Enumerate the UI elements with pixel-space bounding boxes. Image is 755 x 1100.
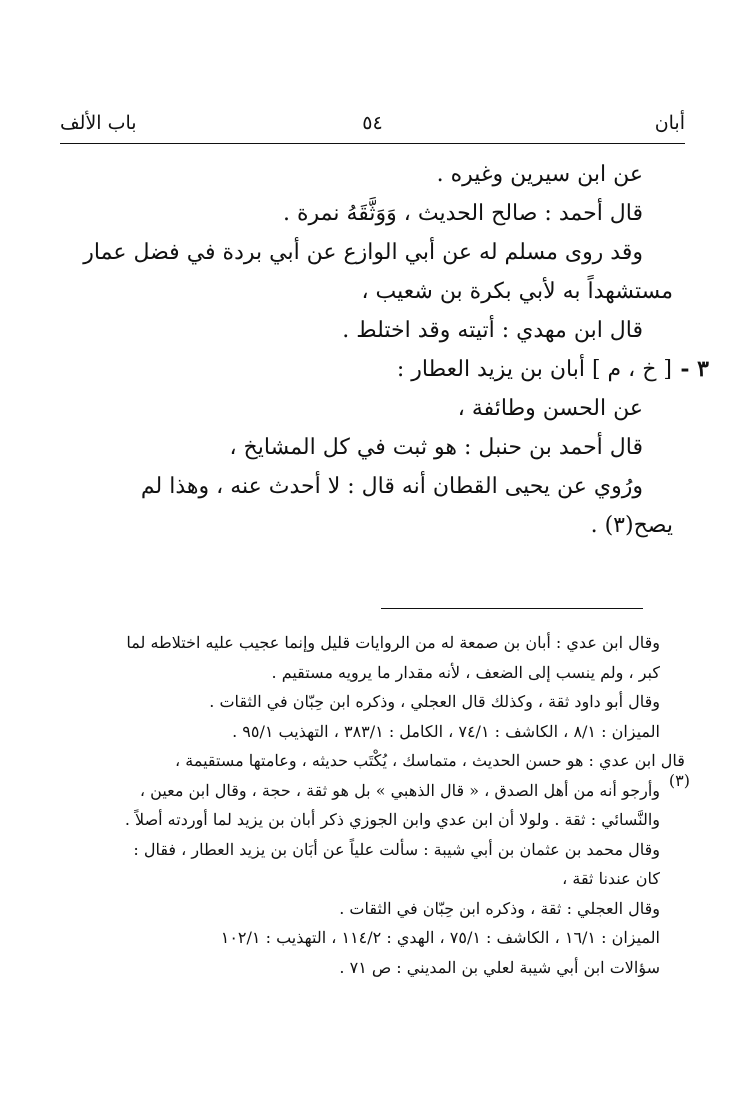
entry-line: يصح(٣) . bbox=[590, 513, 673, 538]
running-head bbox=[60, 112, 685, 142]
footnote-line: وقال ابن عدي : أبان بن صمعة له من الروايات قليل وإنما عجيب عليه اختلاطه لما bbox=[126, 633, 660, 652]
footnote-line: وقال محمد بن عثمان بن أبي شيبة : سألت علياً عن أبَان بن يزيد العطار ، فقال : bbox=[133, 839, 660, 859]
entry-line: عن الحسن وطائفة ، bbox=[457, 396, 643, 421]
footnote-line: وأرجو أنه من أهل الصدق ، « قال الذهبي » بل هو ثقة ، حجة ، وقال ابن معين ، bbox=[139, 780, 660, 800]
page-number: ٥٤ bbox=[362, 112, 383, 134]
footnote-marker-text: (٣) bbox=[668, 771, 690, 790]
footnote-line: كان عندنا ثقة ، bbox=[562, 869, 660, 888]
main-text bbox=[75, 155, 709, 545]
footnote-line: وقال أبو داود ثقة ، وكذلك قال العجلي ، وذكره ابن حِبّان في الثقات . bbox=[209, 692, 660, 711]
header-rule bbox=[60, 143, 685, 144]
main-line: قال ابن مهدي : أتيته وقد اختلط . bbox=[342, 318, 643, 343]
footnote-line: الميزان : ١٦/١ ، الكاشف : ٧٥/١ ، الهدي : ١١٤/٢ ، التهذيب : ١٠٢/١ bbox=[220, 928, 660, 947]
entry-number: ٣ - bbox=[680, 356, 709, 382]
entry-line: قال أحمد بن حنبل : هو ثبت في كل المشايخ ، bbox=[229, 435, 643, 460]
main-line: وقد روى مسلم له عن أبي الوازع عن أبي بردة في فضل عمار bbox=[83, 240, 643, 265]
footnote-line: الميزان : ٨/١ ، الكاشف : ٧٤/١ ، الكامل : ٣٨٣/١ ، التهذيب ٩٥/١ . bbox=[232, 721, 660, 741]
main-line: عن ابن سيرين وغيره . bbox=[436, 162, 643, 187]
entry-heading: [ خ ، م ] أبان بن يزيد العطار : bbox=[396, 357, 672, 382]
footnote-line: سؤالات ابن أبي شيبة لعلي بن المديني : ص ٧١ . bbox=[339, 957, 660, 977]
entry-line: ورُوي عن يحيى القطان أنه قال : لا أحدث عنه ، وهذا لم bbox=[140, 474, 643, 499]
header-chapter-title: باب الألف bbox=[60, 112, 137, 134]
footnote-line: قال ابن عدي : هو حسن الحديث ، متماسك ، يُكْتَب حديثه ، وعامتها مستقيمة ، bbox=[175, 751, 685, 770]
main-line: قال أحمد : صالح الحديث ، وَوَثَّقَهُ نمرة . bbox=[282, 201, 643, 226]
main-line: مستشهداً به لأبي بكرة بن شعيب ، bbox=[361, 279, 673, 304]
footnote-rule bbox=[381, 608, 643, 609]
entry-heading-row bbox=[75, 350, 709, 389]
footnote-line: وقال العجلي : ثقة ، وذكره ابن حِبّان في الثقات . bbox=[339, 898, 660, 918]
footnote-line: كبر ، ولم ينسب إلى الضعف ، لأنه مقدار ما يرويه مستقيم . bbox=[271, 662, 660, 682]
header-entry-name: أبان bbox=[654, 112, 685, 134]
footnotes bbox=[80, 628, 690, 982]
footnote-line: والنَّسائي : ثقة . ولولا أن ابن عدي وابن الجوزي ذكر أبان بن يزيد لما أوردته أصلاً . bbox=[124, 810, 660, 829]
